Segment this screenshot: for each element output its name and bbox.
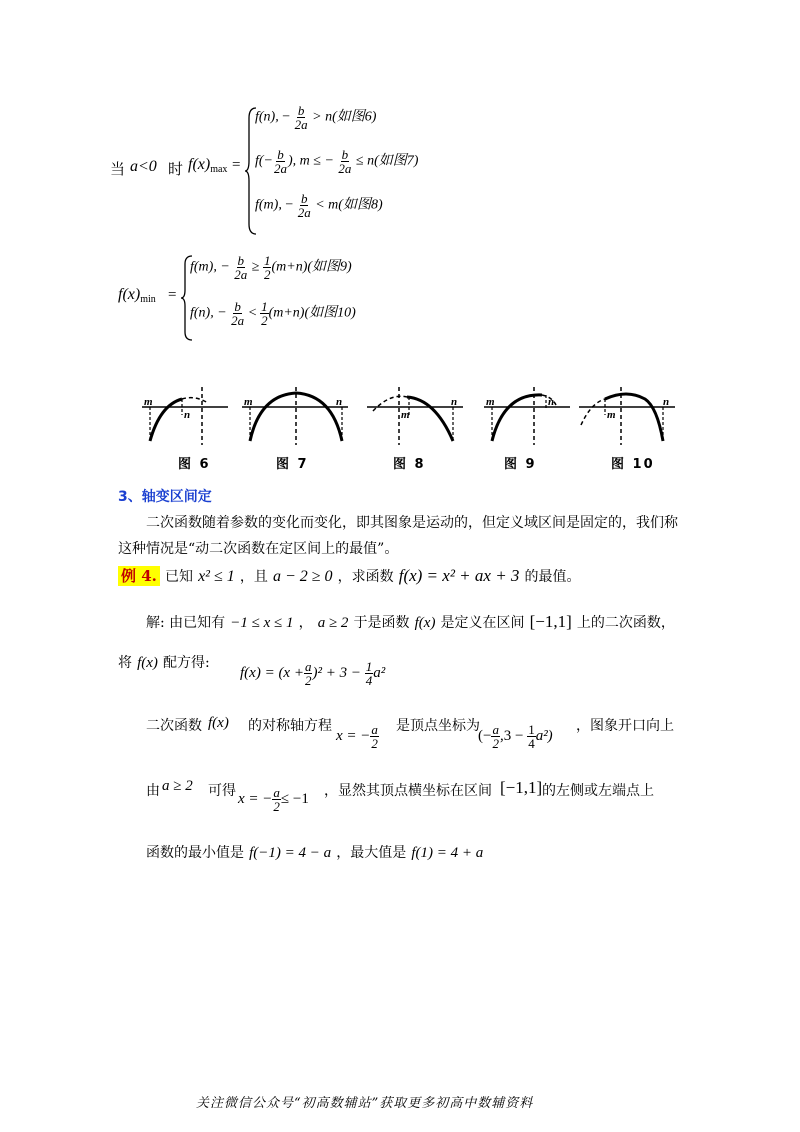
fig10-m: m — [607, 409, 616, 421]
min-l1-num: b — [237, 253, 245, 268]
figure-7-graph — [240, 385, 350, 447]
sol-l5-m2: f(1) = 4 + a — [411, 845, 484, 861]
figure-7 — [240, 385, 350, 472]
max-lhs-sub: max — [210, 164, 228, 175]
min-eq: = — [168, 287, 177, 303]
sol-l3-axis — [336, 723, 379, 750]
sol-l2-m1: f(x) — [137, 655, 158, 671]
sol-l3-m1: f(x) — [208, 715, 229, 731]
sol-l3-den: 2 — [371, 736, 378, 751]
fig6-n: n — [184, 409, 191, 421]
figure-9 — [482, 385, 572, 472]
min-l1-den2: 2 — [263, 267, 271, 282]
fig8-m: m — [401, 409, 410, 421]
min-l1-c: (m+n)(如图9) — [271, 259, 352, 275]
example-text-1: 已知 — [164, 569, 193, 585]
section-paragraph-line-1: 二次函数随着参数的变化而变化，即其图象是运动的，但定义域区间是固定的，我们称 — [146, 515, 678, 531]
max-l2-num2: b — [341, 147, 349, 162]
section-paragraph-line-2: 这种情况是“动二次函数在定区间上的最值”。 — [118, 541, 399, 557]
min-line-2 — [190, 300, 356, 327]
sol-l1-t1: 解: 由已知有 — [146, 615, 226, 631]
max-l3-b: < m(如图8) — [315, 197, 383, 213]
sol-l4-t2: 可得 — [208, 783, 236, 799]
sol-l3-m3a: (− — [478, 727, 492, 744]
fig9-n: n — [548, 396, 555, 408]
fig7-n: n — [336, 396, 343, 408]
max-condition: a<0 — [130, 158, 157, 175]
sol-l5-t1: 函数的最小值是 — [146, 845, 244, 861]
max-prefix: 当 — [110, 160, 126, 178]
min-l1-num2: 1 — [263, 253, 271, 268]
sol-l2-eq-c: a² — [373, 664, 386, 681]
sol-l4-den: 2 — [273, 799, 280, 814]
example-text-3: ，求函数 — [337, 569, 394, 585]
min-l2-num2: 1 — [261, 299, 268, 314]
example-4-line — [118, 565, 581, 586]
sol-l3-den3: 4 — [528, 736, 535, 751]
max-l2-a: f(− — [255, 153, 273, 169]
max-l1-neg: − — [282, 109, 291, 125]
example-tag: 例 4. — [118, 566, 160, 586]
max-l3-num: b — [300, 191, 308, 206]
sol-l3-t1: 二次函数 — [146, 718, 202, 734]
sol-l3-t2: 的对称轴方程 — [248, 718, 332, 734]
sol-l1-m1: −1 ≤ x ≤ 1 — [230, 615, 294, 631]
max-l2-c: ≤ n(如图7) — [355, 153, 419, 169]
sol-l3-m3c: a²) — [535, 727, 553, 744]
sol-l2-num: a — [304, 659, 312, 674]
min-l2-c: (m+n)(如图10) — [268, 305, 356, 321]
figure-9-label: 图 9 — [504, 457, 537, 472]
figure-9-graph — [482, 385, 572, 447]
max-l2-frac2 — [337, 148, 352, 175]
sol-l5-t2: ，最大值是 — [336, 845, 407, 861]
sol-l3-m3b: ,3 − — [499, 727, 524, 744]
sol-l1-m3: f(x) — [414, 615, 436, 631]
max-l3-den: 2a — [297, 205, 311, 220]
figure-8 — [365, 385, 465, 472]
min-line-1 — [190, 254, 352, 281]
figure-7-label: 图 7 — [276, 457, 309, 472]
sol-l5-m1: f(−1) = 4 − a — [249, 845, 332, 861]
sol-l4-m1: a ≥ 2 — [162, 778, 193, 794]
min-lhs-f: f(x) — [118, 286, 141, 303]
figure-8-label: 图 8 — [393, 457, 426, 472]
max-l1-den: 2a — [294, 117, 308, 132]
max-mid: 时 — [168, 160, 184, 178]
figure-6 — [140, 385, 230, 472]
max-l1-b: > n(如图6) — [312, 109, 377, 125]
min-l2-den: 2a — [231, 313, 245, 328]
sol-l2-eq-b: )² + 3 − — [312, 664, 361, 681]
sol-l3-frac2 — [491, 723, 500, 750]
sol-l2-frac2 — [365, 660, 374, 687]
max-l3-neg: − — [285, 197, 294, 213]
min-l2-b: < — [248, 305, 257, 321]
max-line-3 — [255, 192, 383, 219]
max-l2-num: b — [277, 147, 284, 162]
sol-l1-m2: a ≥ 2 — [317, 615, 349, 631]
sol-l4-m2b: ≤ −1 — [280, 790, 309, 807]
max-l2-b: ), m ≤ − — [288, 153, 334, 169]
min-lhs-sub: min — [140, 294, 156, 305]
sol-l4-frac — [272, 786, 281, 813]
min-case-block — [118, 250, 538, 345]
max-l2-den: 2a — [274, 161, 287, 176]
max-l2-frac — [273, 148, 288, 175]
section-heading: 3、轴变区间定 — [118, 489, 212, 505]
fig8-n: n — [451, 396, 458, 408]
min-l2-a: f(n), − — [190, 305, 227, 321]
solution-line-4 — [146, 778, 686, 828]
sol-l2-num2: 1 — [365, 659, 373, 674]
min-lhs — [118, 286, 156, 305]
min-l2-frac2 — [260, 300, 269, 327]
sol-l2-eq-a: f(x) = (x + — [240, 664, 304, 681]
example-math-1: x² ≤ 1 — [198, 568, 235, 585]
sol-l1-t4: 是定义在区间 — [440, 615, 525, 631]
max-l3-a: f(m), — [255, 197, 282, 213]
max-lhs-f: f(x) — [188, 156, 211, 173]
fig10-n: n — [663, 396, 670, 408]
sol-l3-num: a — [371, 722, 378, 737]
max-case-block — [110, 100, 530, 240]
figure-10-label: 图 10 — [611, 457, 655, 472]
sol-l1-t3: 于是函数 — [353, 615, 410, 631]
example-text-4: 的最值。 — [524, 569, 581, 585]
solution-line-2 — [118, 652, 210, 672]
figure-10 — [577, 385, 677, 472]
sol-l4-t1: 由 — [146, 783, 160, 799]
solution-line-5 — [146, 842, 483, 862]
sol-l3-frac3 — [527, 723, 536, 750]
figure-10-graph — [577, 385, 677, 447]
max-l2-den2: 2a — [338, 161, 352, 176]
solution-line-1 — [146, 612, 675, 632]
sol-l2-t2: 配方得: — [163, 655, 210, 671]
sol-l1-m4: [−1,1] — [529, 612, 572, 631]
fig6-m: m — [144, 396, 153, 408]
max-line-1 — [255, 104, 376, 131]
sol-l3-vertex — [478, 723, 553, 750]
sol-l4-t3: ，显然其顶点横坐标在区间 — [324, 783, 492, 799]
min-l2-num: b — [234, 299, 241, 314]
solution-completed-square — [240, 660, 385, 687]
max-line-2 — [255, 148, 418, 175]
sol-l2-den2: 4 — [365, 673, 373, 688]
max-l3-frac — [297, 192, 312, 219]
sol-l2-den: 2 — [304, 673, 312, 688]
sol-l3-frac — [370, 723, 379, 750]
min-l1-b: ≥ — [251, 259, 260, 275]
figure-8-graph — [365, 385, 465, 447]
sol-l4-m2a: x = − — [238, 790, 273, 807]
figure-6-graph — [140, 385, 230, 447]
example-text-2: ，且 — [239, 569, 268, 585]
sol-l1-t5: 上的二次函数， — [576, 615, 675, 631]
fig9-m: m — [486, 396, 495, 408]
max-l1-a: f(n), — [255, 109, 279, 125]
sol-l3-num2: a — [492, 722, 499, 737]
sol-l4-ineq — [238, 786, 309, 813]
min-l2-den2: 2 — [261, 313, 268, 328]
sol-l3-m2a: x = − — [336, 727, 371, 744]
max-lhs — [188, 156, 227, 175]
max-eq: = — [232, 157, 241, 173]
sol-l4-t4: 的左侧或左端点上 — [542, 783, 654, 799]
sol-l4-num: a — [273, 785, 280, 800]
sol-l3-num3: 1 — [528, 722, 535, 737]
sol-l2-t1: 将 — [118, 655, 132, 671]
example-math-3: f(x) = x² + ax + 3 — [398, 566, 520, 585]
sol-l3-t3: 是顶点坐标为 — [396, 718, 480, 734]
figure-6-label: 图 6 — [178, 457, 211, 472]
fig7-m: m — [244, 396, 253, 408]
example-math-2: a − 2 ≥ 0 — [272, 568, 333, 585]
sol-l3-den2: 2 — [492, 736, 499, 751]
max-l1-frac — [294, 104, 309, 131]
min-l1-den: 2a — [234, 267, 248, 282]
sol-l3-t4: ，图象开口向上 — [576, 718, 674, 734]
sol-l1-t2: ， — [298, 615, 313, 631]
page-footer: 关注微信公众号“初高数辅站”获取更多初高中数辅资料 — [196, 1096, 534, 1111]
sol-l4-m3: [−1,1] — [500, 778, 543, 797]
min-l1-a: f(m), − — [190, 259, 230, 275]
solution-line-3 — [146, 715, 686, 765]
max-l1-num: b — [297, 103, 305, 118]
min-l2-frac — [230, 300, 245, 327]
min-l1-frac — [233, 254, 248, 281]
